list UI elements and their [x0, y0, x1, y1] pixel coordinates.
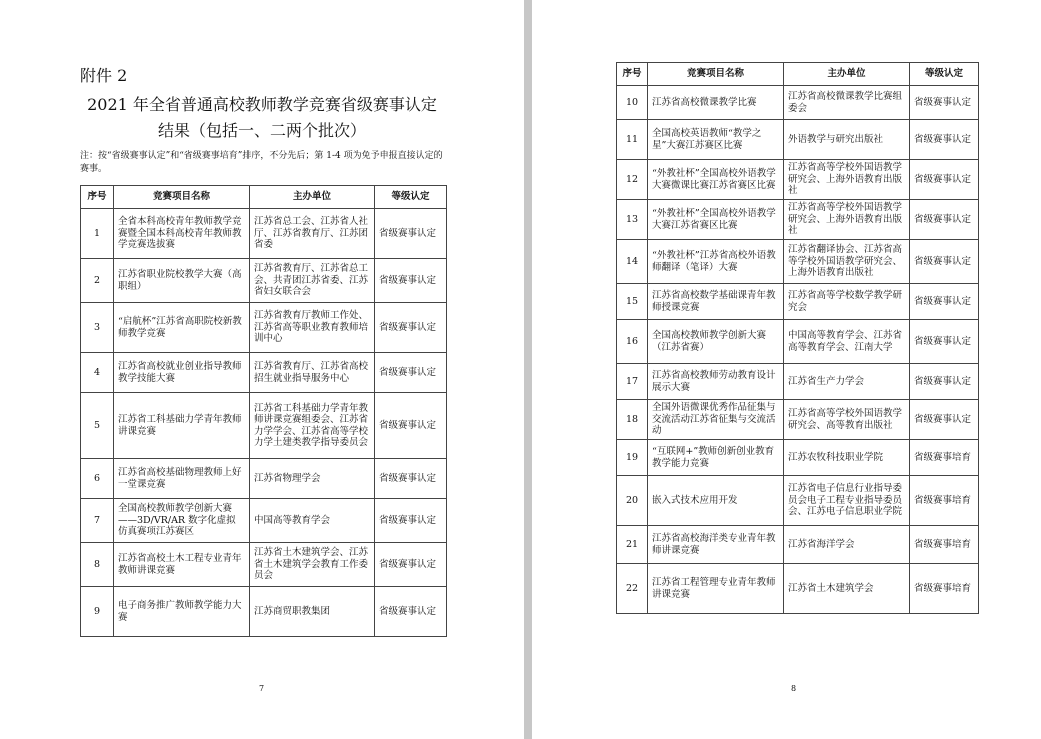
competition-name: 江苏省高校数学基础课青年教师授课竞赛	[648, 284, 784, 320]
competition-name: “外教社杯”江苏省高校外语教师翻译（笔译）大赛	[648, 240, 784, 284]
organizer: 外语教学与研究出版社	[784, 120, 910, 160]
document-title: 2021 年全省普通高校教师教学竞赛省级赛事认定结果（包括一、二两个批次）	[87, 95, 437, 140]
competition-table-left	[80, 185, 447, 637]
row-number: 21	[617, 526, 648, 564]
level-rating: 省级赛事培育	[910, 440, 979, 476]
level-rating: 省级赛事认定	[910, 200, 979, 240]
organizer: 江苏商贸职教集团	[250, 587, 375, 637]
competition-name: “外教社杯”全国高校外语教学大赛微课比赛江苏省赛区比赛	[648, 160, 784, 200]
competition-name: 江苏省高校教师劳动教育设计展示大赛	[648, 364, 784, 400]
level-rating: 省级赛事培育	[910, 526, 979, 564]
level-rating: 省级赛事认定	[910, 320, 979, 364]
organizer: 中国高等教育学会	[250, 499, 375, 543]
table-row	[81, 459, 447, 499]
competition-name: 全省本科高校青年教师教学竞赛暨全国本科高校青年教师教学竞赛选拔赛	[114, 209, 250, 259]
row-number: 20	[617, 476, 648, 526]
table-row	[617, 320, 979, 364]
competition-name: “互联网+”教师创新创业教育教学能力竞赛	[648, 440, 784, 476]
table-row	[617, 160, 979, 200]
level-rating: 省级赛事认定	[910, 86, 979, 120]
row-number: 4	[81, 353, 114, 393]
organizer: 江苏省电子信息行业指导委员会电子工程专业指导委员会、江苏电子信息职业学院	[784, 476, 910, 526]
level-rating: 省级赛事认定	[910, 364, 979, 400]
row-number: 19	[617, 440, 648, 476]
competition-name: 全国高校英语教师“教学之星”大赛江苏赛区比赛	[648, 120, 784, 160]
document-page-right	[532, 0, 1041, 739]
row-number: 10	[617, 86, 648, 120]
attachment-label: 附件 2	[80, 66, 128, 85]
row-number: 5	[81, 393, 114, 459]
table-header-row	[81, 186, 447, 209]
competition-name: 江苏省高校土木工程专业青年教师讲课竞赛	[114, 543, 250, 587]
row-number: 15	[617, 284, 648, 320]
competition-name: 电子商务推广教师教学能力大赛	[114, 587, 250, 637]
header-org: 主办单位	[784, 63, 910, 86]
sort-note: 注：按“省级赛事认定”和“省级赛事培育”排序，不分先后；第 1-4 项为免予申报直接认定的赛事。	[80, 151, 443, 174]
organizer: 江苏省教育厅、江苏省总工会、共青团江苏省委、江苏省妇女联合会	[250, 259, 375, 303]
competition-table-right	[616, 62, 979, 614]
competition-name: 江苏省工科基础力学青年教师讲课竞赛	[114, 393, 250, 459]
level-rating: 省级赛事认定	[910, 284, 979, 320]
competition-name: 江苏省职业院校教学大赛（高职组）	[114, 259, 250, 303]
table-row	[81, 587, 447, 637]
level-rating: 省级赛事培育	[910, 564, 979, 614]
row-number: 3	[81, 303, 114, 353]
organizer: 江苏省教育厅教师工作处、江苏省高等职业教育教师培训中心	[250, 303, 375, 353]
header-name: 竞赛项目名称	[114, 186, 250, 209]
competition-name: 嵌入式技术应用开发	[648, 476, 784, 526]
organizer: 江苏省海洋学会	[784, 526, 910, 564]
table-row	[617, 476, 979, 526]
level-rating: 省级赛事认定	[375, 459, 447, 499]
competition-name: “启航杯”江苏省高职院校新教师教学竞赛	[114, 303, 250, 353]
competition-name: 全国高校教师教学创新大赛（江苏省赛）	[648, 320, 784, 364]
level-rating: 省级赛事认定	[375, 587, 447, 637]
row-number: 18	[617, 400, 648, 440]
competition-name: 江苏省高校海洋类专业青年教师讲课竞赛	[648, 526, 784, 564]
row-number: 9	[81, 587, 114, 637]
table-row	[617, 364, 979, 400]
level-rating: 省级赛事认定	[375, 209, 447, 259]
organizer: 江苏省高等学校外国语教学研究会、上海外语教育出版社	[784, 160, 910, 200]
row-number: 16	[617, 320, 648, 364]
table-row	[81, 259, 447, 303]
organizer: 江苏省翻译协会、江苏省高等学校外国语教学研究会、上海外语教育出版社	[784, 240, 910, 284]
table-row	[617, 120, 979, 160]
organizer: 江苏省高等学校外国语教学研究会、上海外语教育出版社	[784, 200, 910, 240]
organizer: 江苏省高校微课教学比赛组委会	[784, 86, 910, 120]
table-row	[617, 86, 979, 120]
table-row	[617, 564, 979, 614]
row-number: 1	[81, 209, 114, 259]
header-no: 序号	[81, 186, 114, 209]
organizer: 江苏省总工会、江苏省人社厅、江苏省教育厅、江苏团省委	[250, 209, 375, 259]
row-number: 8	[81, 543, 114, 587]
level-rating: 省级赛事认定	[910, 240, 979, 284]
organizer: 江苏省物理学会	[250, 459, 375, 499]
row-number: 6	[81, 459, 114, 499]
table-row	[81, 393, 447, 459]
level-rating: 省级赛事认定	[910, 120, 979, 160]
row-number: 22	[617, 564, 648, 614]
organizer: 江苏省高等学校外国语教学研究会、高等教育出版社	[784, 400, 910, 440]
competition-name: 全国高校教师教学创新大赛——3D/VR/AR 数字化虚拟仿真赛项江苏赛区	[114, 499, 250, 543]
table-row	[617, 200, 979, 240]
table-row	[81, 209, 447, 259]
table-row	[617, 526, 979, 564]
competition-name: 江苏省高校就业创业指导教师教学技能大赛	[114, 353, 250, 393]
competition-name: 全国外语微课优秀作品征集与交流活动江苏省征集与交流活动	[648, 400, 784, 440]
header-no: 序号	[617, 63, 648, 86]
row-number: 2	[81, 259, 114, 303]
level-rating: 省级赛事认定	[375, 303, 447, 353]
organizer: 中国高等教育学会、江苏省高等教育学会、江南大学	[784, 320, 910, 364]
organizer: 江苏省土木建筑学会、江苏省土木建筑学会教育工作委员会	[250, 543, 375, 587]
table-row	[81, 353, 447, 393]
level-rating: 省级赛事认定	[375, 499, 447, 543]
row-number: 14	[617, 240, 648, 284]
competition-name: 江苏省高校微课教学比赛	[648, 86, 784, 120]
organizer: 江苏省高等学校数学教学研究会	[784, 284, 910, 320]
level-rating: 省级赛事认定	[375, 353, 447, 393]
row-number: 13	[617, 200, 648, 240]
page-divider	[524, 0, 532, 739]
table-row	[617, 284, 979, 320]
organizer: 江苏省生产力学会	[784, 364, 910, 400]
level-rating: 省级赛事认定	[910, 160, 979, 200]
level-rating: 省级赛事认定	[375, 393, 447, 459]
row-number: 17	[617, 364, 648, 400]
header-name: 竞赛项目名称	[648, 63, 784, 86]
level-rating: 省级赛事认定	[375, 543, 447, 587]
header-org: 主办单位	[250, 186, 375, 209]
level-rating: 省级赛事培育	[910, 476, 979, 526]
row-number: 11	[617, 120, 648, 160]
row-number: 12	[617, 160, 648, 200]
level-rating: 省级赛事认定	[375, 259, 447, 303]
header-level: 等级认定	[375, 186, 447, 209]
row-number: 7	[81, 499, 114, 543]
table-row	[81, 543, 447, 587]
competition-name: 江苏省工程管理专业青年教师讲课竞赛	[648, 564, 784, 614]
table-row	[81, 303, 447, 353]
organizer: 江苏省工科基础力学青年教师讲课竞赛组委会、江苏省力学学会、江苏省高等学校力学土建类教学指导委员会	[250, 393, 375, 459]
organizer: 江苏省土木建筑学会	[784, 564, 910, 614]
organizer: 江苏农牧科技职业学院	[784, 440, 910, 476]
level-rating: 省级赛事认定	[910, 400, 979, 440]
table-row	[617, 440, 979, 476]
header-level: 等级认定	[910, 63, 979, 86]
page-number: 8	[791, 684, 797, 693]
table-row	[617, 240, 979, 284]
competition-name: 江苏省高校基础物理教师上好一堂课竞赛	[114, 459, 250, 499]
competition-name: “外教社杯”全国高校外语教学大赛江苏省赛区比赛	[648, 200, 784, 240]
table-row	[617, 400, 979, 440]
organizer: 江苏省教育厅、江苏省高校招生就业指导服务中心	[250, 353, 375, 393]
page-number: 7	[259, 684, 265, 693]
table-row	[81, 499, 447, 543]
table-header-row	[617, 63, 979, 86]
